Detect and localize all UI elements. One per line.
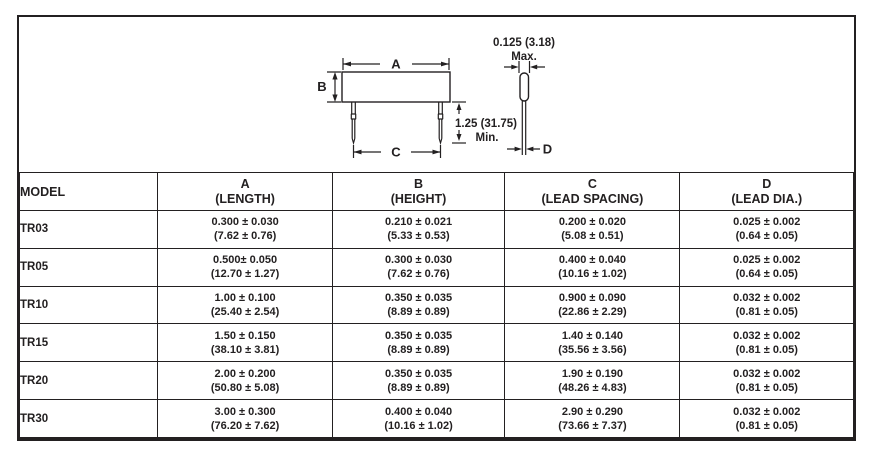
dim-cell-d: 0.025 ± 0.002 (0.64 ± 0.05)	[680, 211, 854, 249]
model-cell: TR03	[20, 211, 158, 249]
dim-cell-b: 0.400 ± 0.040 (10.16 ± 1.02)	[332, 400, 505, 438]
column-header-a	[158, 173, 332, 211]
model-cell: TR05	[20, 248, 158, 286]
table-header-row	[20, 173, 854, 211]
table-row	[20, 286, 854, 324]
dim-cell-d: 0.032 ± 0.002 (0.81 ± 0.05)	[680, 362, 854, 400]
dim-b-arrow	[317, 72, 341, 102]
table-row	[20, 248, 854, 286]
dim-c-label: C	[391, 144, 401, 160]
dim-cell-c: 0.900 ± 0.090 (22.86 ± 2.29)	[505, 286, 680, 324]
dim-cell-d: 0.032 ± 0.002 (0.81 ± 0.05)	[680, 400, 854, 438]
dim-cell-d: 0.032 ± 0.002 (0.81 ± 0.05)	[680, 324, 854, 362]
dim-cell-c: 0.400 ± 0.040 (10.16 ± 1.02)	[505, 248, 680, 286]
dim-cell-b: 0.350 ± 0.035 (8.89 ± 0.89)	[332, 362, 505, 400]
dim-c-arrow	[354, 145, 441, 160]
table-row	[20, 211, 854, 249]
table-row	[20, 324, 854, 362]
dim-a-label: A	[391, 56, 401, 72]
dim-cell-c: 1.40 ± 0.140 (35.56 ± 3.56)	[505, 324, 680, 362]
lead-max-qualifier-text: Max.	[511, 51, 537, 63]
model-cell: TR30	[20, 400, 158, 438]
outline-drawing-svg	[19, 17, 858, 172]
right-lead	[438, 102, 443, 143]
dim-cell-c: 1.90 ± 0.190 (48.26 ± 4.83)	[505, 362, 680, 400]
dim-cell-d: 0.025 ± 0.002 (0.64 ± 0.05)	[680, 248, 854, 286]
dim-cell-a: 0.300 ± 0.030 (7.62 ± 0.76)	[158, 211, 332, 249]
dim-cell-c: 2.90 ± 0.290 (73.66 ± 7.37)	[505, 400, 680, 438]
dim-cell-a: 3.00 ± 0.300 (76.20 ± 7.62)	[158, 400, 332, 438]
dim-cell-a: 0.500± 0.050 (12.70 ± 1.27)	[158, 248, 332, 286]
column-header-d	[680, 173, 854, 211]
dim-b-label: B	[317, 79, 327, 94]
column-name: (LEAD SPACING)	[541, 191, 644, 206]
column-name: (LENGTH)	[215, 191, 275, 206]
datasheet-frame	[17, 15, 856, 441]
dim-cell-b: 0.350 ± 0.035 (8.89 ± 0.89)	[332, 286, 505, 324]
table-row	[20, 400, 854, 438]
lead-detail-drawing	[493, 37, 555, 157]
column-name: (HEIGHT)	[390, 191, 447, 206]
left-lead	[351, 102, 356, 143]
component-body-outline	[342, 72, 450, 102]
table-row	[20, 362, 854, 400]
column-letter: B	[414, 176, 424, 191]
dim-cell-a: 1.00 ± 0.100 (25.40 ± 2.54)	[158, 286, 332, 324]
column-name: (LEAD DIA.)	[731, 191, 803, 206]
model-cell: TR10	[20, 286, 158, 324]
dimensions-table	[19, 172, 854, 438]
model-cell: TR20	[20, 362, 158, 400]
package-outline-diagram	[19, 17, 854, 172]
lead-min-qualifier-text: Min.	[475, 132, 499, 144]
model-cell: TR15	[20, 324, 158, 362]
dim-cell-c: 0.200 ± 0.020 (5.08 ± 0.51)	[505, 211, 680, 249]
dim-cell-a: 2.00 ± 0.200 (50.80 ± 5.08)	[158, 362, 332, 400]
dim-cell-b: 0.210 ± 0.021 (5.33 ± 0.53)	[332, 211, 505, 249]
dim-d-label: D	[542, 141, 553, 157]
dim-cell-d: 0.032 ± 0.002 (0.81 ± 0.05)	[680, 286, 854, 324]
column-header-c	[505, 173, 680, 211]
dim-a-arrow	[343, 57, 449, 72]
lead-capsule-outline	[520, 73, 529, 101]
dim-lead-length	[452, 102, 517, 144]
column-letter: C	[587, 176, 597, 191]
lead-min-length-text: 1.25 (31.75)	[455, 118, 518, 130]
dim-cell-a: 1.50 ± 0.150 (38.10 ± 3.81)	[158, 324, 332, 362]
dim-cell-b: 0.350 ± 0.035 (8.89 ± 0.89)	[332, 324, 505, 362]
dim-cell-b: 0.300 ± 0.030 (7.62 ± 0.76)	[332, 248, 505, 286]
column-letter: A	[240, 176, 250, 191]
column-letter: D	[762, 176, 772, 191]
column-header-b	[332, 173, 505, 211]
lead-max-width-text: 0.125 (3.18)	[492, 37, 556, 49]
column-header-model: MODEL	[20, 173, 158, 211]
